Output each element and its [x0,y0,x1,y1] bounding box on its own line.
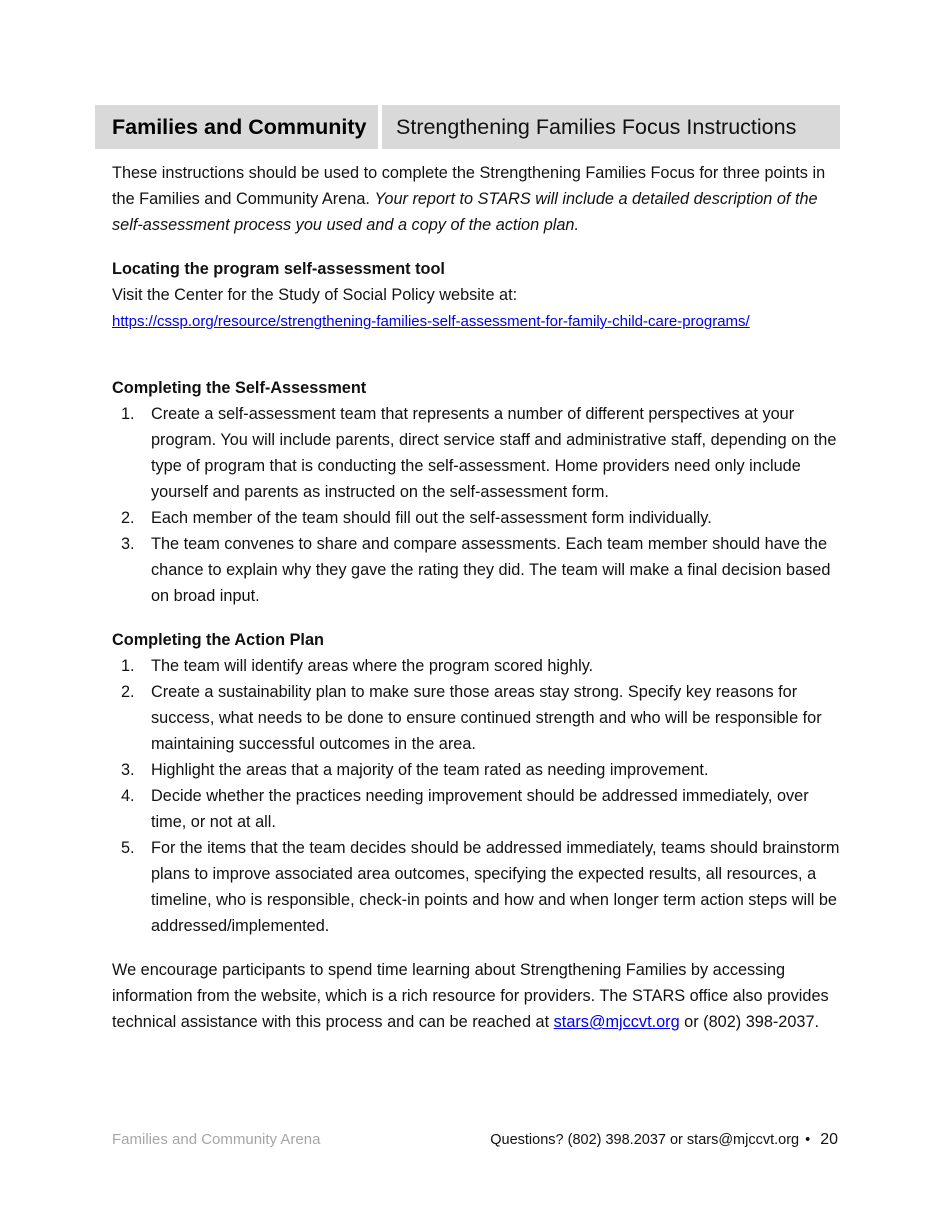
item-text: Highlight the areas that a majority of the team rated as needing improvement. [151,761,709,779]
self-assessment-heading: Completing the Self-Assessment [112,379,367,397]
arena-label: Families and Community [95,105,378,149]
item-number: 4. [121,787,135,805]
item-text: Create a self-assessment team that represents a number of different perspectives at your program. You will include parents, direct service staff and administrative staff, depending on the type of program that is conducting the self-assessment. Home providers need only include yourself and parents as instructed on the self-assessment form. [151,405,837,501]
action-plan-heading: Completing the Action Plan [112,631,324,649]
item-number: 3. [121,761,135,779]
list-item [112,757,840,783]
item-number: 1. [121,657,135,675]
item-text: The team will identify areas where the program scored highly. [151,657,594,675]
closing-paragraph [112,957,840,1035]
item-text: For the items that the team decides should be addressed immediately, teams should brainstorm plans to improve associated area outcomes, specifying the expected results, all resources, a timeline, who is responsible, check-in points and how and when longer term action steps will be addressed/implemented. [151,839,840,935]
locating-text: Visit the Center for the Study of Social Policy website at: [112,286,518,304]
page-header [95,105,840,149]
item-text: Create a sustainability plan to make sure those areas stay strong. Specify key reasons for success, what needs to be done to ensure continued strength and who will be responsible for maintaining successful outcomes in the area. [151,683,822,753]
list-item [112,531,840,609]
item-number: 2. [121,509,135,527]
action-plan-section [112,627,840,939]
intro-text: These instructions should be used to complete the Strengthening Families Focus for three points in the Families and Community Arena. [112,164,826,208]
closing-text: We encourage participants to spend time learning about Strengthening Families by accessing information from the website, which is a rich resource for providers. The STARS office also provides technical assistance with this process and can be reached at [112,961,829,1031]
footer-contact [490,1131,838,1149]
list-item [112,401,840,505]
page-number: 20 [820,1131,838,1148]
action-plan-list [112,653,840,939]
footer-bullet: • [805,1132,811,1148]
item-number: 5. [121,839,135,857]
item-text: Decide whether the practices needing improvement should be addressed immediately, over time, or not at all. [151,787,809,831]
cssp-link[interactable]: https://cssp.org/resource/strengthening-families-self-assessment-for-family-child-care-programs/ [112,313,750,330]
self-assessment-list [112,401,840,609]
item-text: The team convenes to share and compare assessments. Each team member should have the chance to explain why they gave the rating they did. The team will make a final decision based on broad input. [151,535,831,605]
intro-paragraph [112,160,840,238]
footer-arena-label: Families and Community Arena [112,1131,321,1148]
list-item [112,505,840,531]
intro-italic: Your report to STARS will include a detailed description of the self-assessment process you used and a copy of the action plan. [112,190,818,234]
item-number: 2. [121,683,135,701]
footer-questions: Questions? (802) 398.2037 or stars@mjccvt.org [490,1132,800,1148]
item-text: Each member of the team should fill out the self-assessment form individually. [151,509,712,527]
locating-section [112,256,840,335]
item-number: 3. [121,535,135,553]
list-item [112,679,840,757]
item-number: 1. [121,405,135,423]
page-title: Strengthening Families Focus Instructions [382,105,840,149]
list-item [112,783,840,835]
closing-phone-text: or (802) 398-2037. [679,1013,820,1031]
document-body [112,160,840,1035]
self-assessment-section [112,375,840,609]
email-link[interactable]: stars@mjccvt.org [553,1013,680,1031]
list-item [112,653,840,679]
list-item [112,835,840,939]
locating-heading: Locating the program self-assessment tool [112,260,445,278]
